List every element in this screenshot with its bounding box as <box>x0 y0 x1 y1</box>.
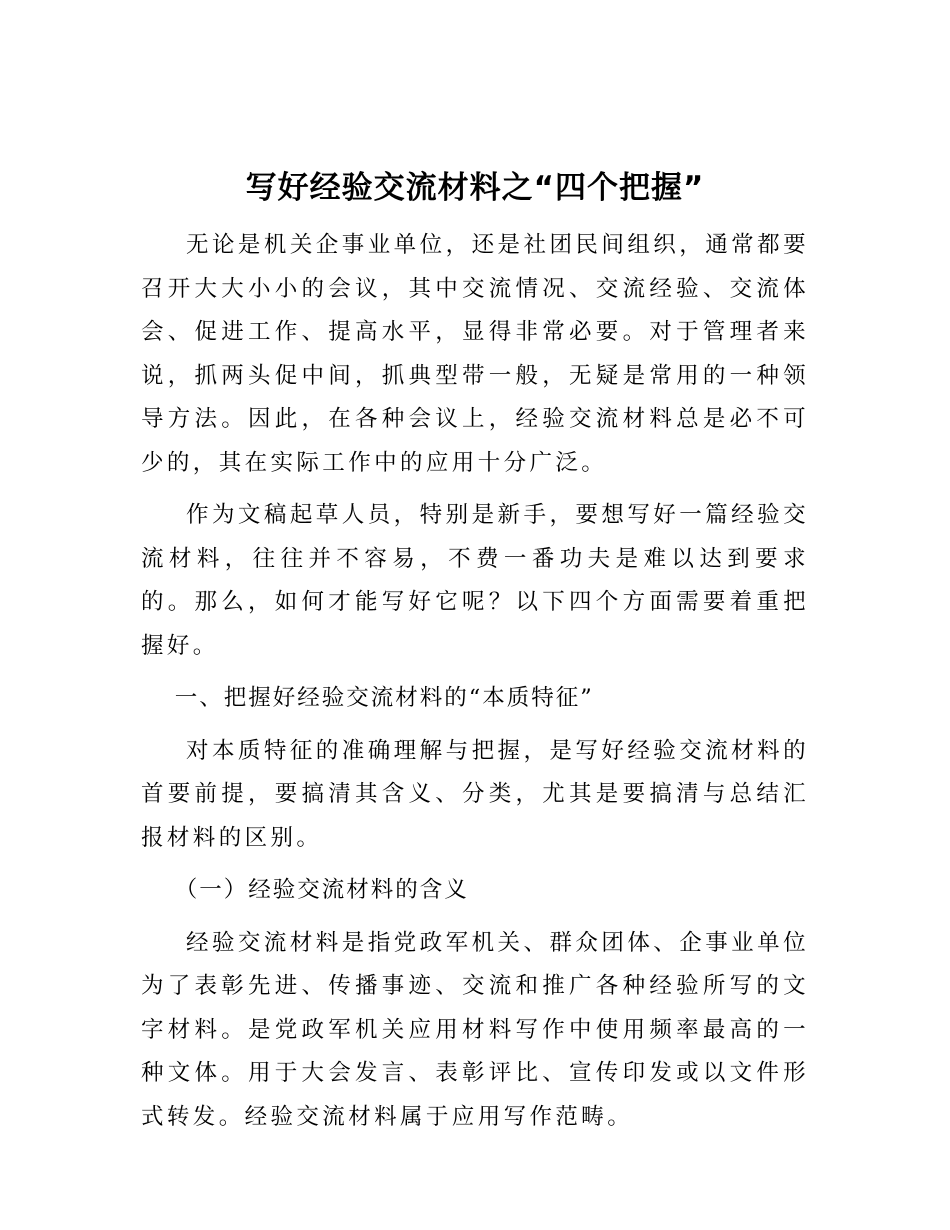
paragraph-purpose: 作为文稿起草人员，特别是新手，要想写好一篇经验交流材料，往往并不容易，不费一番功夫是难以达到要求的。那么，如何才能写好它呢？以下四个方面需要着重把握好。 <box>141 502 809 659</box>
document-title: 写好经验交流材料之“四个把握” <box>245 170 705 206</box>
paragraph-intro: 无论是机关企事业单位，还是社团民间组织，通常都要召开大大小小的会议，其中交流情况、交流经验、交流体会、促进工作、提高水平，显得非常必要。对于管理者来说，抓两头促中间，抓典型带一般，无疑是常用的一种领导方法。因此，在各种会议上，经验交流材料总是必不可少的，其在实际工作中的应用十分广泛。 <box>141 232 809 476</box>
document-body <box>141 224 809 1148</box>
paragraph-definition: 经验交流材料是指党政军机关、群众团体、企事业单位为了表彰先进、传播事迹、交流和推广各种经验所写的文字材料。是党政军机关应用材料写作中使用频率最高的一种文体。用于大会发言、表彰评比、宣传印发或以文件形式转发。经验交流材料属于应用写作范畴。 <box>141 929 809 1130</box>
subsection-heading: （一）经验交流材料的含义 <box>174 877 469 903</box>
section-heading: 一、把握好经验交流材料的“本质特征” <box>174 685 594 711</box>
paragraph-section-intro: 对本质特征的准确理解与把握，是写好经验交流材料的首要前提，要搞清其含义、分类，尤其是要搞清与总结汇报材料的区别。 <box>141 737 809 851</box>
